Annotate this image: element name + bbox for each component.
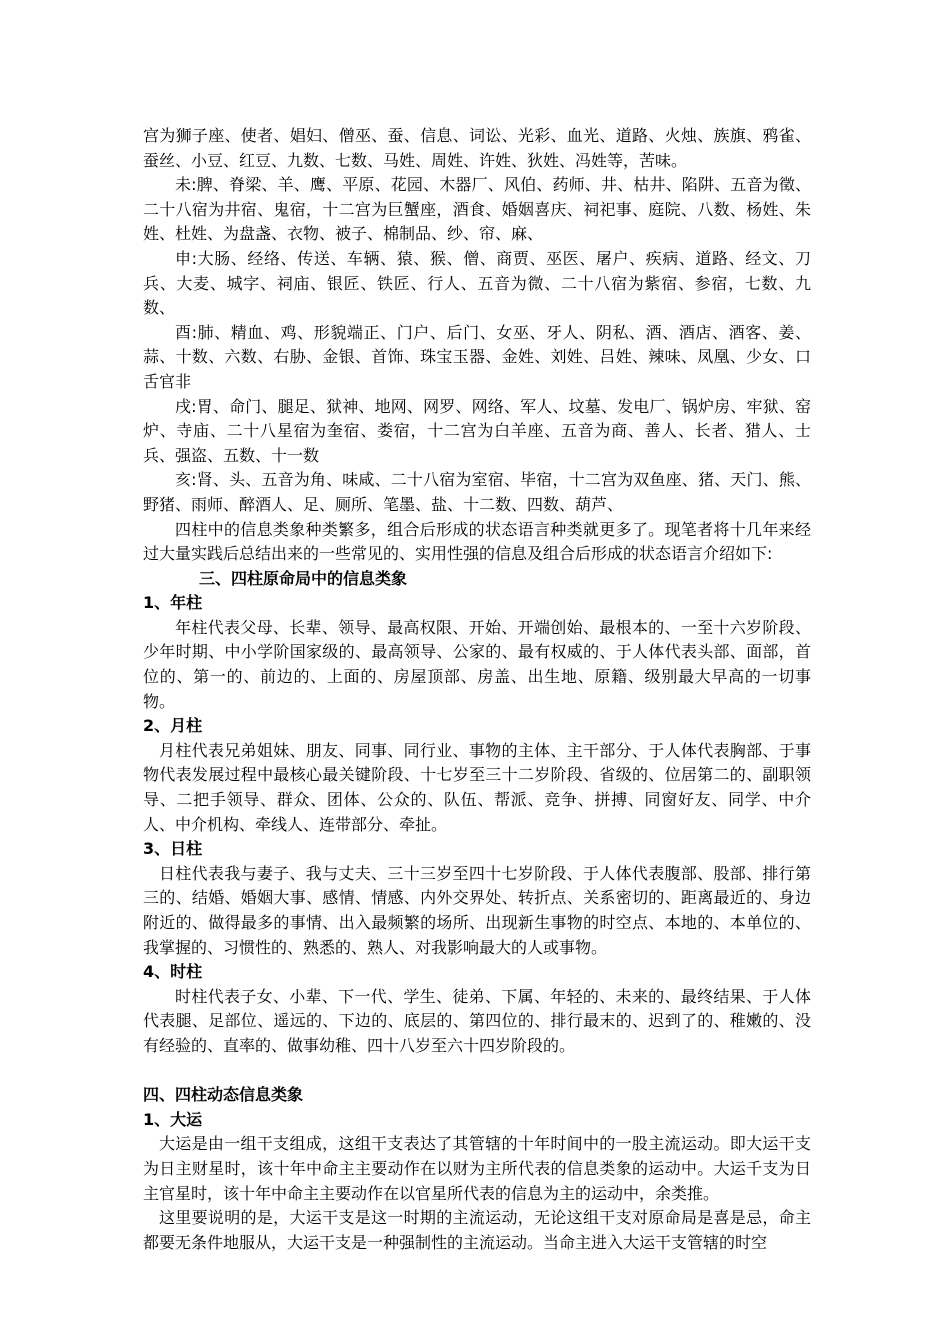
paragraph-month-pillar: 月柱代表兄弟姐妹、朋友、同事、同行业、事物的主体、主干部分、于人体代表胸部、于事物代表发展过程中最核心最关键阶段、十七岁至三十二岁阶段、省级的、位居第二的、副职领导、二把手领导、群众、团体、公众的、队伍、帮派、竞争、拼搏、同窗好友、同学、中介人、中介机构、牵线人、连带部分、牵扯。 bbox=[143, 740, 811, 834]
paragraph-year-pillar: 年柱代表父母、长辈、领导、最高权限、开始、开端创始、最根本的、一至十六岁阶段、少年时期、中小学阶国家级的、最高领导、公家的、最有权威的、于人体代表头部、面部，首位的、第一的、前边的、上面的、房屋顶部、房盖、出生地、原籍、级别最大早高的一切事物。 bbox=[143, 617, 811, 711]
blank-line bbox=[143, 1059, 811, 1084]
subheading-day-pillar: 3、日柱 bbox=[143, 839, 203, 859]
subheading-month-pillar: 2、月柱 bbox=[143, 716, 203, 736]
section-heading-4: 四、四柱动态信息类象 bbox=[143, 1085, 304, 1105]
subheading-dayun: 1、大运 bbox=[143, 1109, 203, 1129]
subheading-hour-pillar: 4、时柱 bbox=[143, 962, 203, 982]
document-page bbox=[143, 124, 811, 1255]
paragraph-hai: 亥:肾、头、五音为角、味咸、二十八宿为室宿、毕宿，十二宫为双鱼座、猪、天门、熊、野猪、雨师、醉酒人、足、厕所、笔墨、盐、十二数、四数、葫芦、 bbox=[143, 470, 811, 514]
section-heading-3: 三、四柱原命局中的信息类象 bbox=[199, 568, 408, 588]
paragraph-intro: 四柱中的信息类象种类繁多，组合后形成的状态语言种类就更多了。现笔者将十几年来经过大量实践后总结出来的一些常见的、实用性强的信息及组合后形成的状态语言介绍如下: bbox=[143, 519, 811, 564]
paragraph-shen: 申:大肠、经络、传送、车辆、猿、猴、僧、商贾、巫医、屠户、疾病、道路、经文、刀兵、大麦、城字、祠庙、银匠、铁匠、行人、五音为微、二十八宿为紫宿、参宿，七数、九数、 bbox=[143, 248, 811, 318]
paragraph-dayun-2: 这里要说明的是，大运干支是这一时期的主流运动，无论这组干支对原命局是喜是忌，命主都要无条件地服从，大运干支是一种强制性的主流运动。当命主进入大运干支管辖的时空 bbox=[143, 1208, 811, 1252]
paragraph-si-continued: 宫为狮子座、使者、娼妇、僧巫、蚕、信息、词讼、光彩、血光、道路、火烛、族旗、鸦雀、蚕丝、小豆、红豆、九数、七数、马姓、周姓、许姓、狄姓、冯姓等，苦味。 bbox=[143, 126, 811, 170]
paragraph-day-pillar: 日柱代表我与妻子、我与丈夫、三十三岁至四十七岁阶段、于人体代表腹部、股部、排行第三的、结婚、婚姻大事、感情、情感、内外交界处、转折点、关系密切的、距离最近的、身边附近的、做得最多的事情、出入最频繁的场所、出现新生事物的时空点、本地的、本单位的、我掌握的、习惯性的、熟悉的、熟人、对我影响最大的人或事物。 bbox=[143, 863, 811, 957]
paragraph-dayun-1: 大运是由一组干支组成，这组干支表达了其管辖的十年时间中的一股主流运动。即大运干支为日主财星时，该十年中命主主要动作在以财为主所代表的信息类象的运动中。大运千支为日主官星时，该十年中命主主要动作在以官星所代表的信息为主的运动中，余类推。 bbox=[143, 1134, 811, 1203]
paragraph-xu: 戌:胃、命门、腿足、狱神、地网、网罗、网络、军人、坟墓、发电厂、锅炉房、牢狱、窑炉、寺庙、二十八星宿为奎宿、娄宿，十二宫为白羊座、五音为商、善人、长者、猎人、士兵、强盗、五数、十一数 bbox=[143, 396, 811, 465]
subheading-year-pillar: 1、年柱 bbox=[143, 593, 203, 613]
paragraph-hour-pillar: 时柱代表子女、小辈、下一代、学生、徒弟、下属、年轻的、未来的、最终结果、于人体代表腿、足部位、遥远的、下边的、底层的、第四位的、排行最末的、迟到了的、稚嫩的、没有经验的、直率的、做事幼稚、四十八岁至六十四岁阶段的。 bbox=[143, 986, 811, 1055]
paragraph-you: 酉:肺、精血、鸡、形貌端正、门户、后门、女巫、牙人、阴私、酒、酒店、酒客、姜、蒜、十数、六数、右胁、金银、首饰、珠宝玉器、金姓、刘姓、吕姓、辣味、凤凰、少女、口舌官非 bbox=[143, 322, 811, 391]
paragraph-wei: 未:脾、脊梁、羊、鹰、平原、花园、木器厂、风伯、药师、井、枯井、陷阱、五音为徵、二十八宿为井宿、鬼宿，十二宫为巨蟹座，酒食、婚姻喜庆、祠祀事、庭院、八数、杨姓、朱姓、杜姓、为盘盏、衣物、被子、棉制品、纱、帘、麻、 bbox=[143, 175, 811, 244]
